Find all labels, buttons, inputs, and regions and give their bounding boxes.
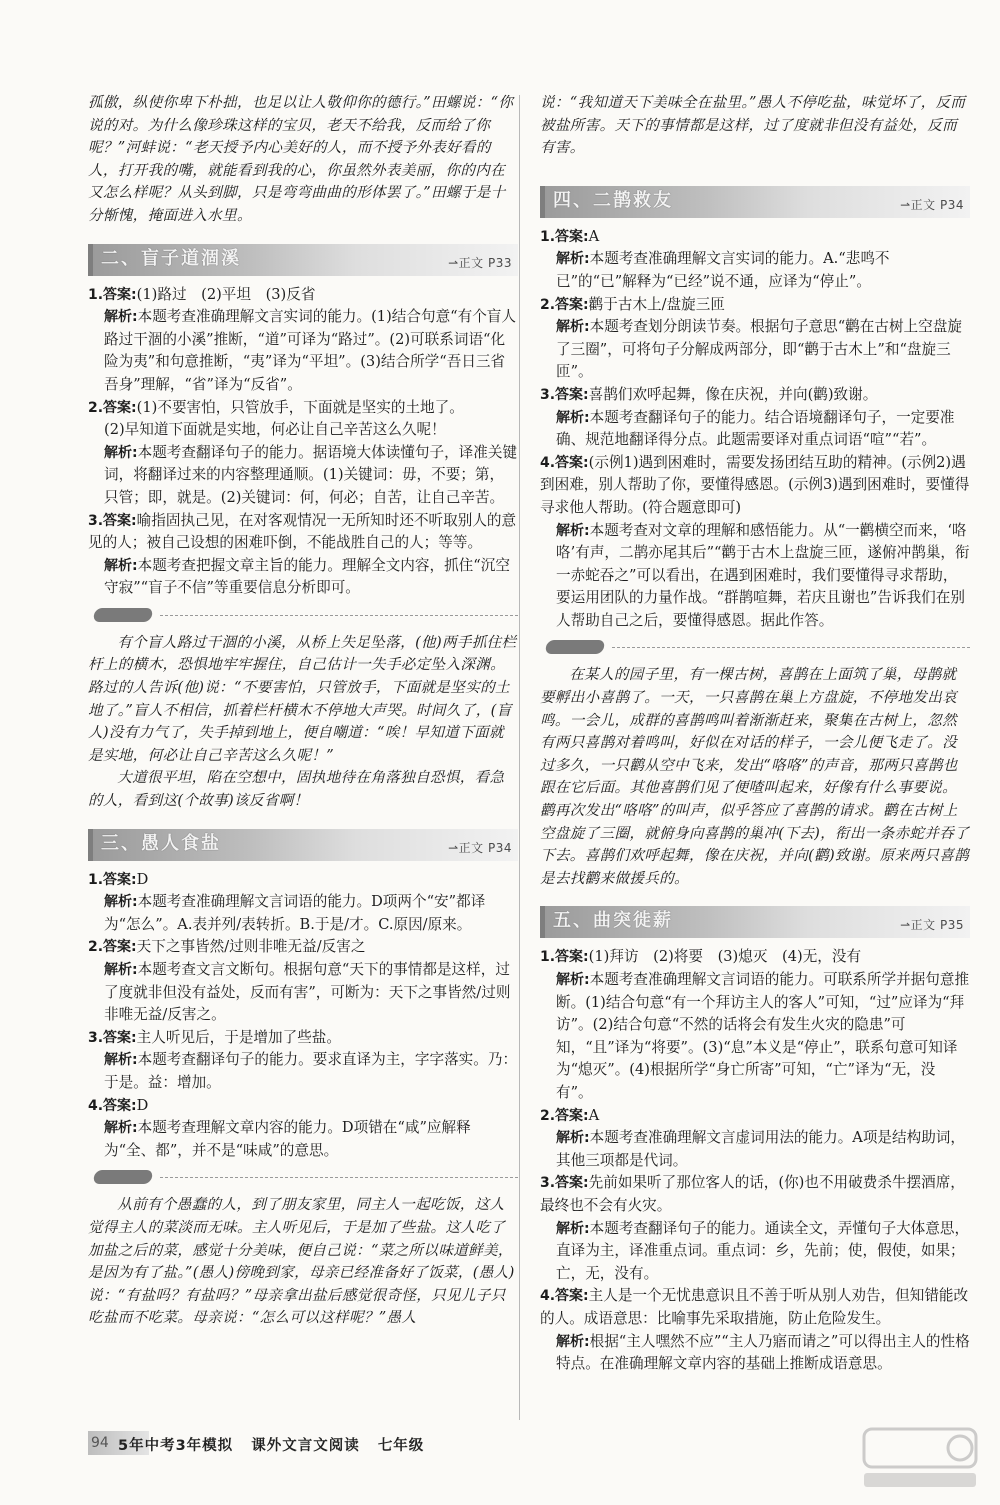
column-divider [519, 95, 520, 1420]
watermark-logo-icon [860, 1423, 980, 1493]
answer-4: 4.答案:(示例1)遇到困难时，需要发扬团结互助的精神。(示例2)遇到困难，别人帮助了你，要懂得感恩。(示例3)遇到困难时，要懂得寻求他人帮助。(符合题意即可) [540, 453, 970, 516]
answer-1: 1.答案:A [540, 227, 600, 245]
series-title: 课外文言文阅读 [251, 1438, 360, 1454]
explanation-2: 解析:本题考查划分朗读节奏。根据句子意思“鹳在古树上空盘旋了三圈”，可将句子分解成两部分，即“鹳于古木上”和“盘旋三匝”。 [556, 318, 962, 381]
page-number: 94 [88, 1431, 149, 1455]
explanation-2: 解析:本题考查翻译句子的能力。据语境大体读懂句子，译准关键词，将翻译过来的内容整理通顺。(1)关键词：毋，不要；第，只管；即，就是。(2)关键词：何，何必；自苦，让自己辛苦。 [104, 443, 518, 506]
explanation-4: 解析:本题考查理解文章内容的能力。D项错在“咸”应解释为“全、都”，并不是“味咸”的意思。 [104, 1119, 471, 1159]
footer-title [118, 1434, 436, 1455]
section-title: 四、二鹊救友 [553, 189, 673, 211]
answer-2: 2.答案:A [540, 1106, 600, 1124]
explanation-2: 解析:本题考查准确理解文言虚词用法的能力。A项是结构助词，其他三项都是代词。 [556, 1129, 965, 1169]
explanation-1: 解析:本题考查准确理解文言词语的能力。可联系所学并据句意推断。(1)结合句意“有一个拜访主人的客人”可知，“过”应译为“拜访”。(2)结合句意“不然的话将会有发生火灾的隐患”可知，“且”译为“将要”。(3)“息”本义是“停止”，联系句意可知译为“熄灭”。(4)根据所学“身亡所寄”可知，“亡”译为“无，没有”。 [556, 971, 970, 1101]
section-banner-2 [88, 244, 518, 276]
translation-paragraph: 从前有个愚蠢的人，到了朋友家里，同主人一起吃饭，这人觉得主人的菜淡而无味。主人听见后，于是加了些盐。这人吃了加盐之后的菜，感觉十分美味，便自己说：“菜之所以味道鲜美，是因为有了盐。”(愚人)傍晚到家，母亲已经准备好了饭菜，(愚人)说：“有盐吗？有盐吗？”母亲拿出盐后感觉很奇怪，只见儿子只吃盐而不吃菜。母亲说：“怎么可以这样呢？”愚人 [88, 1196, 515, 1327]
explanation-4: 解析:本题考查对文章的理解和感悟能力。从“一鹳横空而来，‘咯咯’有声，二鹊亦尾其后”“鹳于古木上盘旋三匝，遂俯冲鹊巢，衔一赤蛇吞之”可以看出，在遇到困难时，我们要懂得寻求帮助，要运用团队的力量作战。“群鹊喧舞，若庆且谢也”告诉我们在别人帮助自己之后，要懂得感恩。据此作答。 [556, 521, 970, 629]
book-title: 5年中考3年模拟 [118, 1438, 234, 1454]
left-column [88, 92, 518, 1330]
explanation-2: 解析:本题考查文言文断句。根据句意“天下的事情都是这样，过了度就非但没有益处，反而有害”，可断为：天下之事皆然/过则非唯无益/反害之。 [104, 961, 511, 1024]
answer-3: 3.答案:喜鹊们欢呼起舞，像在庆祝，并向(鹳)致谢。 [540, 385, 878, 403]
page-reference: ⇀正文 P34 [900, 197, 964, 212]
translation-paragraph: 大道很平坦，陷在空想中，固执地待在角落独自恐惧，看急的人，看到这(个故事)该反省啊！ [88, 769, 505, 810]
section-banner-5 [540, 906, 970, 938]
answer-1: 1.答案:(1)拜访 (2)将要 (3)熄灭 (4)无，没有 [540, 948, 862, 966]
section-title: 二、盲子道涸溪 [101, 247, 241, 269]
answer-3: 3.答案:先前如果听了那位客人的话，(你)也不用破费杀牛摆酒席，最终也不会有火灾。 [540, 1174, 965, 1214]
page-reference: ⇀正文 P34 [448, 840, 512, 855]
section-banner-3 [88, 829, 518, 861]
explanation-3: 解析:本题考查翻译句子的能力。通读全文，弄懂句子大体意思，直译为主，译准重点词。重点词：乡，先前；使，假使，如果；亡，无，没有。 [556, 1219, 970, 1282]
answer-4: 4.答案:主人是一个无忧患意识且不善于听从别人劝告，但知错能改的人。成语意思：比喻事先采取措施，防止危险发生。 [540, 1287, 969, 1327]
translation-paragraph: 有个盲人路过干涸的小溪，从桥上失足坠落，(他)两手抓住栏杆上的横木，恐惧地牢牢握住，自己估计一失手必定坠入深渊。路过的人告诉(他)说：“不要害怕，只管放手，下面就是坚实的土地了。”盲人不相信，抓着栏杆横木不停地大声哭。时间久了，(盲人)没有力气了，失手掉到地上，便自嘲道：“唉！早知道下面就是实地，何必让自己辛苦这么久呢！” [88, 633, 517, 764]
section-title: 三、愚人食盐 [101, 832, 221, 854]
answer-1: 1.答案:(1)路过 (2)平坦 (3)反省 [88, 285, 316, 303]
explanation-1: 解析:本题考查准确理解文言实词的能力。(1)结合句意“有个盲人路过干涸的小溪”推断，“道”可译为“路过”。(2)可联系词语“化险为夷”和句意推断，“夷”译为“平坦”。(3)结合所学“吾日三省吾身”理解，“省”译为“反省”。 [104, 308, 516, 393]
explanation-4: 解析:根据“主人嘿然不应”“主人乃寤而请之”可以得出主人的性格特点。在准确理解文章内容的基础上推断成语意思。 [556, 1332, 970, 1373]
answer-3: 3.答案:主人听见后，于是增加了些盐。 [88, 1028, 341, 1046]
explanation-3: 解析:本题考查把握文章主旨的能力。理解全文内容，抓住“沉空守寂”“盲子不信”等重要信息分析即可。 [104, 556, 510, 597]
answer-2: 2.答案:天下之事皆然/过则非唯无益/反害之 [88, 938, 366, 956]
answer-4: 4.答案:D [88, 1096, 149, 1114]
translation-tag [540, 638, 970, 656]
explanation-1: 解析:本题考查准确理解文言词语的能力。D项两个“安”都译为“怎么”。A.表并列/表转折。B.于是/才。C.原因/原来。 [104, 893, 486, 933]
page-reference: ⇀正文 P35 [900, 918, 964, 933]
page-footer [88, 1428, 548, 1458]
translation-paragraph: 在某人的园子里，有一棵古树，喜鹊在上面筑了巢，母鹊就要孵出小喜鹊了。一天，一只喜鹊在巢上方盘旋，不停地发出哀鸣。一会儿，成群的喜鹊鸣叫着渐渐赶来，聚集在古树上，忽然有两只喜鹊对着鸣叫，好似在对话的样子，一会儿便飞走了。没过多久，一只鹳从空中飞来，发出“咯咯”的声音，那两只喜鹊也跟在它后面。其他喜鹊们见了便喳叫起来，好像有什么事要说。鹳再次发出“咯咯”的叫声，似乎答应了喜鹊的请求。鹳在古树上空盘旋了三圈，就俯身向喜鹊的巢冲(下去)，衔出一条赤蛇并吞了下去。喜鹊们欢呼起舞，像在庆祝，并向(鹳)致谢。原来两只喜鹊是去找鹳来做援兵的。 [540, 666, 970, 887]
answer-2: 2.答案:鹳于古木上/盘旋三匝 [540, 295, 725, 313]
answer-2-part2: (2)早知道下面就是实地，何必让自己辛苦这么久呢！ [104, 421, 446, 439]
grade-label: 七年级 [377, 1438, 425, 1454]
explanation-1: 解析:本题考查准确理解文言实词的能力。A.“悲鸣不已”的“已”解释为“已经”说不通，应译为“停止”。 [556, 250, 890, 290]
translation-tag [88, 1168, 518, 1186]
page-reference: ⇀正文 P33 [448, 255, 512, 270]
translation-tag [88, 606, 518, 624]
answer-1: 1.答案:D [88, 870, 149, 888]
explanation-3: 解析:本题考查翻译句子的能力。结合语境翻译句子，一定要准确、规范地翻译得分点。此题需要译对重点词语“喧”“若”。 [556, 408, 955, 449]
section-banner-4 [540, 186, 970, 218]
answer-3: 3.答案:喻指固执己见，在对客观情况一无所知时还不听取别人的意见的人；被自己设想的困难吓倒，不能战胜自己的人；等等。 [88, 511, 517, 552]
explanation-3: 解析:本题考查翻译句子的能力。要求直译为主，字字落实。乃：于是。益：增加。 [104, 1051, 518, 1091]
translation-continuation: 说：“我知道天下美味全在盐里。”愚人不停吃盐，味觉坏了，反而被盐所害。天下的事情都是这样，过了度就非但没有益处，反而有害。 [540, 94, 966, 157]
answer-2: 2.答案:(1)不要害怕，只管放手，下面就是坚实的土地了。 [88, 398, 464, 416]
right-column [540, 92, 970, 1376]
section-title: 五、曲突徙薪 [553, 910, 673, 932]
translation-continuation: 孤傲，纵使你卑下朴拙，也足以让人敬仰你的德行。”田螺说：“你说的对。为什么像珍珠这样的宝贝，老天不给我，反而给了你呢？”河蚌说：“老天授予内心美好的人，而不授予外表好看的人，打开我的嘴，就能看到我的心，你虽然外表美丽，你的内在又怎么样呢？从头到脚，只是弯弯曲曲的形体罢了。”田螺于是十分惭愧，掩面进入水里。 [88, 94, 514, 224]
